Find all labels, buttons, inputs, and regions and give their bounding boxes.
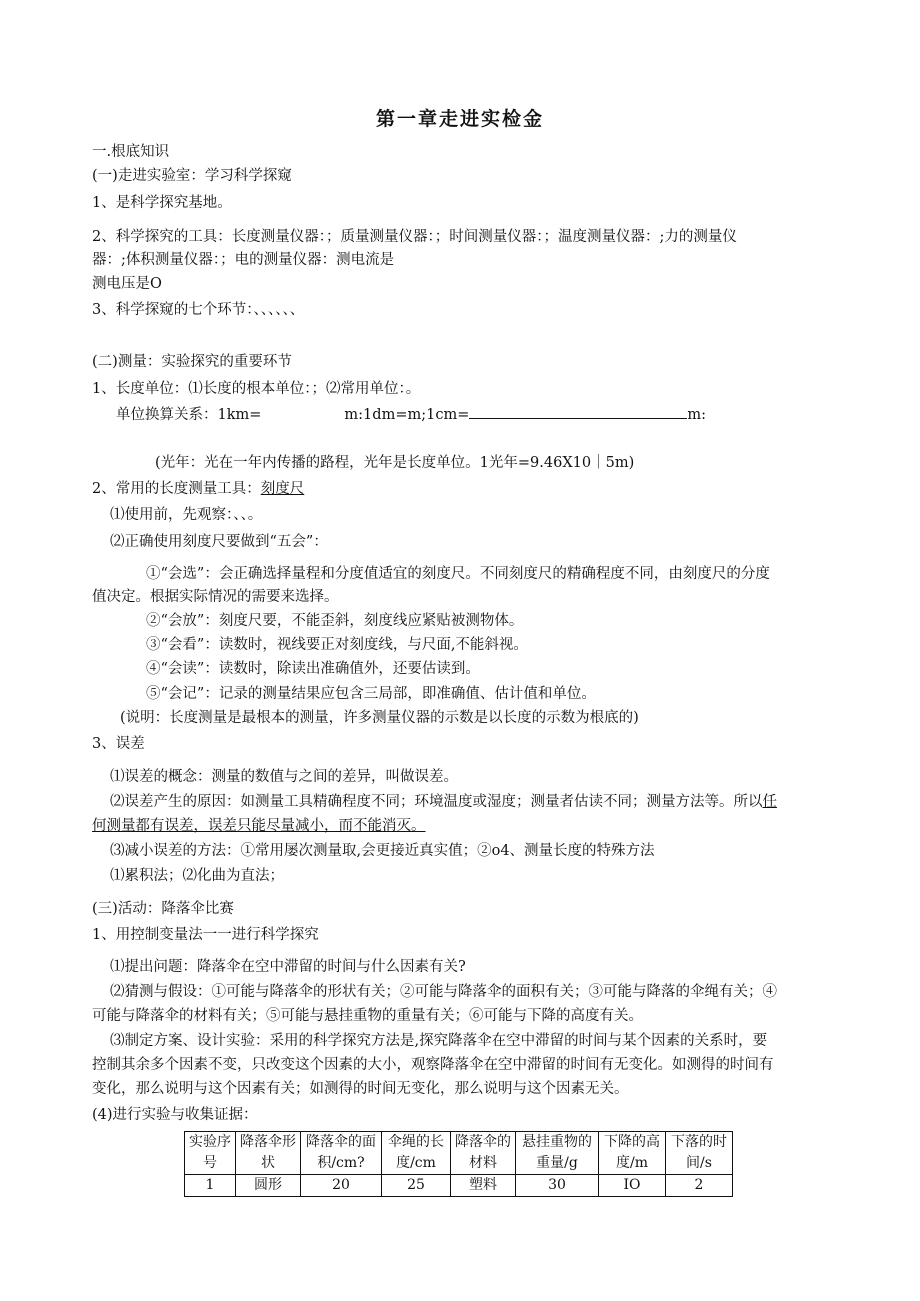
text-line: 2、科学探究的工具：长度测量仪器：；质量测量仪器：；时间测量仪器：；温度测量仪器：;力的测量仪 [92,229,737,245]
text-line: ③“会看”：读数时，视线要正对刻度线，与尺面,不能斜视。 [146,637,528,653]
note-line: (光年：光在一年内传播的路程，光年是长度单位。1光年=9.46X10｜5m) [155,455,635,471]
table-row [185,1175,733,1197]
table-cell: 20 [301,1175,382,1197]
page-title: 第一章走进实检金 [375,108,544,130]
table-cell: IO [599,1175,666,1197]
table-cell: 25 [382,1175,451,1197]
text-line: ④“会读”：读数时，除读出准确值外，还要估读到。 [146,661,480,677]
text-line: ⑴累积法；⑵化曲为直法； [110,868,284,884]
text-line: ⑤“会记”：记录的测量结果应包含三局部，即准确值、估计值和单位。 [146,686,596,702]
subsection-heading: (三)活动：降落伞比赛 [92,901,234,917]
table-cell: 1 [185,1175,236,1197]
text-line: 变化，那么说明与这个因素有关；如测得的时间无变化，那么说明与这个因素无关。 [92,1081,629,1097]
error-cause-text: ⑵误差产生的原因：如测量工具精确程度不同；环境温度或湿度；测量者估读不同；测量方法等。所以 [110,794,763,810]
unit-conversion-mid: m:1dm=m;1cm= [344,407,470,423]
table-header-cell: 伞绳的长 度/cm [382,1132,451,1175]
text-line: ⑵猜测与假设：①可能与降落伞的形状有关；②可能与降落伞的面积有关；③可能与降落的伞绳有关；④ [110,984,777,1000]
ruler-tool-line [92,479,304,499]
underlined-text-line: 何测量都有误差，误差只能尽量减小，而不能消灭。 [92,818,426,834]
unit-conversion-prefix: 单位换算关系：1km= [116,407,262,423]
table-header-cell: 实验序 号 [185,1132,236,1175]
text-line: 可能与降落伞的材料有关；⑤可能与悬挂重物的重量有关；⑥可能与下降的高度有关。 [92,1008,643,1024]
text-line: ①“会选”：会正确选择量程和分度值适宜的刻度尺。不同刻度尺的精确程度不同，由刻度尺的分度 [146,566,770,582]
text-line: 测电压是O [92,276,162,292]
ruler-tool-prefix: 2、常用的长度测量工具： [92,481,261,497]
text-line: ⑴使用前，先观察：、、。 [110,507,263,523]
text-line: (说明：长度测量是最根本的测量，许多测量仪器的示数是以长度的示数为根底的) [120,710,639,726]
subsection-heading: (一)走进实验室：学习科学探窥 [92,168,292,184]
table-header-cell: 悬挂重物的 重量/g [516,1132,599,1175]
answer-blank [469,404,687,419]
text-line: ⑵正确使用刻度尺要做到“五会”： [110,534,328,550]
table-cell: 圆形 [236,1175,301,1197]
text-line: ②“会放”：刻度尺要，不能歪斜，刻度线应紧贴被测物体。 [146,613,524,629]
text-line: ⑴误差的概念：测量的数值与之间的差异，叫做误差。 [110,769,458,785]
text-line: 器：;体积测量仪器：；电的测量仪器：测电流是 [92,252,395,268]
table-header-cell: 降落伞的面 积/cm? [301,1132,382,1175]
ruler-tool-underlined: 刻度尺 [260,481,305,497]
section-heading: 一.根底知识 [92,144,170,160]
unit-conversion-suffix: m: [687,407,706,423]
text-line: 值决定。根据实际情况的需要来选择。 [92,589,339,605]
text-line: (4)进行实验与收集证据： [92,1107,258,1123]
table-header-row [185,1132,733,1175]
text-line: ⑶制定方案、设计实验：采用的科学探究方法是,探究降落伞在空中滞留的时间与某个因素的关系时，要 [110,1033,768,1049]
text-line: 1、长度单位：⑴长度的根本单位：；⑵常用单位：。 [92,381,421,397]
table-header-cell: 下落的时 间/s [666,1132,733,1175]
table-cell: 2 [666,1175,733,1197]
error-cause-underlined: 任 [762,794,777,810]
text-line: 3、科学探窥的七个环节：、、、、、、 [92,302,305,318]
text-line: 1、用控制变量法一一进行科学探究 [92,927,319,943]
text-line: 控制其余多个因素不变，只改变这个因素的大小，观察降落伞在空中滞留的时间有无变化。如测得的时间有 [92,1057,774,1073]
table-header-cell: 降落伞的 材料 [451,1132,516,1175]
table-header-cell: 降落伞形 状 [236,1132,301,1175]
subsection-heading: (二)测量：实验探究的重要环节 [92,354,292,370]
text-line: ⑶减小误差的方法：①常用屡次测量取,会更接近真实值；②o4、测量长度的特殊方法 [110,843,655,859]
experiment-table [184,1131,733,1197]
section-heading: 3、误差 [92,736,145,752]
table-cell: 塑料 [451,1175,516,1197]
error-cause-line [110,792,777,812]
table-cell: 30 [516,1175,599,1197]
table-header-cell: 下降的高 度/m [599,1132,666,1175]
unit-conversion-line [116,404,706,425]
text-line: ⑴提出问题：降落伞在空中滞留的时间与什么因素有关? [110,959,466,975]
text-line: 1、是科学探究基地。 [92,195,232,211]
